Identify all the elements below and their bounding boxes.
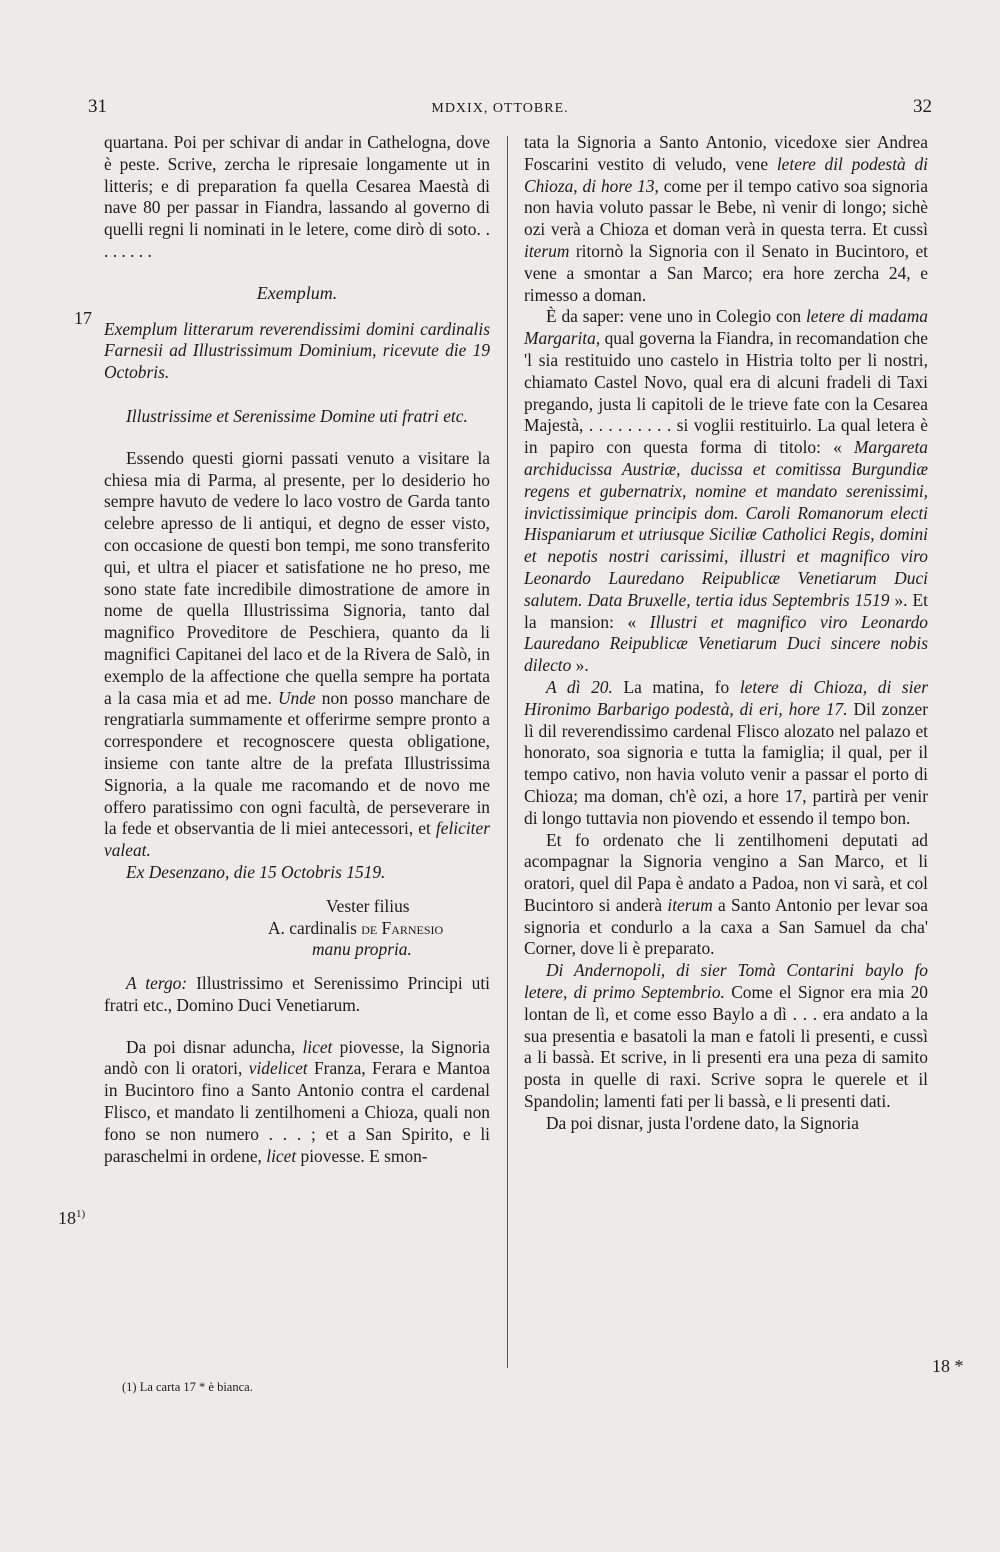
signature-line-3: manu propria. (312, 939, 412, 960)
column-divider (507, 136, 508, 1368)
r4-part-a: Et fo ordenato che li zentilhomeni deputati ad acompagnar la Signoria vengino a San Marco, et li oratori, quel dil Papa è andato a Padoa, non vi sarà, et col Bucintoro si anderà (524, 829, 928, 915)
r3-part-b: Dil zonzer lì dil reverendissimo cardenal Flisco alozato nel palazo et honorato, soa signoria e tutta la famiglia; il qual, per il tempo cativo, non havia voluto venir a passar el porto di Chioza; ma doman, ch'è ozi, a hore 17, partirà per venir di longo tuttavia non piovendo et essendo il tempo bon. (524, 698, 928, 828)
p18-part-b: piovesse, la Signoria andò con li oratori, (104, 1036, 490, 1079)
left-paragraph-18 (104, 1037, 490, 1168)
right-paragraph-2 (524, 306, 928, 677)
margin-note-18-number: 18 (58, 1208, 76, 1228)
exemplum-title: Exemplum. (256, 282, 338, 303)
r1-italic-2: iterum (524, 240, 570, 261)
right-paragraph-6: Da poi disnar, justa l'ordene dato, la Signoria (546, 1112, 859, 1133)
a-tergo-label: A tergo: (126, 973, 188, 994)
p18-licet-1: licet (302, 1036, 333, 1057)
letter-body-unde: Unde (277, 687, 316, 708)
right-column (524, 132, 928, 1135)
page-number-left: 31 (88, 96, 107, 117)
r3-italic-2: letere di Chioza, di sier Hironimo Barbarigo podestà, di eri, hore 17. (524, 676, 929, 719)
r2-part-a: È da saper: vene uno in Colegio con (546, 306, 806, 327)
p18-licet-2: licet (266, 1145, 297, 1166)
letter-heading (104, 319, 490, 384)
r4-part-b: a Santo Antonio per levar soa signoria et condurlo a la caxa a San Samuel da cha' Corner, dove li è preparato. (524, 894, 928, 959)
letter-body-feliciter: feliciter valeat. (104, 818, 490, 861)
letter-heading-date: die 19 Octobris. (104, 340, 491, 383)
r3-part-a: La matina, fo (612, 676, 740, 697)
right-paragraph-5 (524, 960, 928, 1113)
p18-part-c: Franza, Ferara e Mantoa in Bucintoro fino a Santo Antonio contra el cardenal Flisco, et mandato li zentilhomeni a Chioza, quali non fono se non numero . . . ; et a San Spirito, e li paraschelmi in ordene, (104, 1058, 491, 1166)
r2-part-b: qual governa la Fiandra, in recomandation che 'l sia restituido uno castelo in Histria tolto per li nostri, chiamato Castel Novo, qual era di alcuni fradeli di Taxi pregando, justa li capitoli de le trieve fate con la Cesarea Majestà, . . . . . . . . . si voglii restituirlo. La qual letera è in papiro con questa forma di titolo: « (524, 328, 928, 458)
signature-line-2 (104, 918, 490, 940)
margin-note-18-right: 18 * (932, 1356, 964, 1376)
margin-note-18-sup: 1) (76, 1208, 86, 1220)
r4-italic: iterum (667, 894, 713, 915)
letter-heading-roman: ricevute (376, 340, 446, 361)
margin-note-18-left (58, 1208, 85, 1229)
signature-name-smallcaps: de Farnesio (361, 917, 444, 938)
letter-body-part-1: Essendo questi giorni passati venuto a visitare la chiesa mia di Parma, al presente, per lo desiderio ho sempre havuto de vedere lo laco vostro de Garda tanto celebre apresso de li antiqui, et degno de esser visto, con occasione de questi bon tempi, me sono transferito qui, et ultra el piacer et satisfatione ne ho preso, me sono state fate incredibile dimostratione de amore in nome de quella Illustrissima Signoria, tanto dal magnifico Proveditore de Peschiera, quanto da li magnifici Capitanei del laco et de la Rivera de Salò, in exemplo de la affectione che quella sempre ha portata a la casa mia et ad me. (104, 447, 490, 708)
r2-part-c: ». Et la mansion: « (524, 589, 928, 632)
r1-italic-1: letere dil podestà di Chioza, di hore 13, (524, 153, 928, 196)
margin-note-17: 17 (74, 308, 92, 328)
letter-heading-italic: Exemplum litterarum reverendissimi domini cardinalis Farnesii ad Illustrissimum Dominium, (104, 318, 490, 361)
r5-italic: Di Andernopoli, di sier Tomà Contarini baylo fo letere, di primo Septembrio. (524, 960, 928, 1003)
right-paragraph-3 (524, 677, 928, 830)
page-number-right: 32 (913, 96, 932, 117)
p18-part-d: piovesse. E smon- (296, 1145, 428, 1166)
running-title: MDXIX, OTTOBRE. (431, 101, 569, 116)
signature-name: A. cardinalis (268, 917, 362, 938)
r2-part-d: ». (571, 655, 589, 676)
right-paragraph-1 (524, 132, 928, 306)
a-tergo-text: Illustrissimo et Serenissimo Principi uti fratri etc., Domino Duci Venetiarum. (104, 973, 491, 1015)
left-column (104, 132, 490, 1167)
r1-part-a: tata la Signoria a Santo Antonio, vicedoxe sier Andrea Foscarini vestito di veludo, vene (524, 132, 928, 174)
letter-body (104, 448, 490, 862)
r1-part-b: come per il tempo cativo soa signoria non havia voluto passar le Bebe, nì venir di longo; sichè ozi verà a Chioza et doman verà in questa terra. Et cussì (524, 175, 928, 240)
letter-date: Ex Desenzano, die 15 Octobris 1519. (126, 861, 386, 882)
r3-italic-1: A dì 20. (546, 676, 613, 697)
p18-part-a: Da poi disnar aduncha, (126, 1036, 303, 1057)
letter-body-part-2: non posso manchare de rengratiarla summamente et offerirme sempre pronto a correspondere et recognoscere questa obligatione, insieme con tante altre de la prefata Illustrissima Signoria, a la quale me racomando et de novo me offero paratissimo con ogni facultà, de perseverare in la fede et observantia de li miei antecessori, et (104, 687, 490, 839)
left-paragraph-1: quartana. Poi per schivar di andar in Cathelogna, dove è peste. Scrive, zercha le ripresaie longamente ut in litteris; e di preparation fa quella Cesarea Maestà di nave 80 per passar in Fiandra, lassando al governo di quelli regni li nominati in le letere, come dirò di soto. . . . . . . . (104, 132, 490, 261)
right-paragraph-4 (524, 830, 928, 961)
a-tergo-paragraph (104, 973, 490, 1017)
r2-italic-1: letere di madama Margarita, (524, 306, 928, 349)
r2-italic-2: Margareta archiducissa Austriæ, ducissa et comitissa Burgundiæ regens et gubernatrix, nomine et mandato serenissimi, invictissimique principis dom. Caroli Romanorum electi Hispaniarum et utriusque Siciliæ Catholici Regis, domini et nepotis nostri carissimi, illustri et magnifico viro Leonardo Lauredano Reipublicæ Venetiarum Duci salutem. Data Bruxelle, tertia idus Septembris 1519 (524, 437, 928, 610)
signature-line-1: Vester filius (326, 895, 410, 916)
r1-part-c: ritornò la Signoria con il Senato in Bucintoro, et vene a smontar a San Marco; era hore zercha 24, e rimesso a doman. (524, 240, 928, 305)
r2-italic-3: Illustri et magnifico viro Leonardo Lauredano Reipublicæ Venetiarum Duci sincere nobis dilecto (524, 611, 928, 676)
r5-part-a: Come el Signor era mia 20 lontan de lì, et come esso Baylo a dì . . . era andato a la sua presentia e basatoli la man e fatoli li presenti, e cussì a li bassà. Et scrive, in li presenti era una peza di samito posta in quelle di raxi. Scrive sopra le querele et il Spandolin; lamenti fati per li bassà, e li presenti dati. (524, 982, 928, 1112)
p18-videlicet: videlicet (248, 1058, 308, 1079)
letter-salutation: Illustrissime et Serenissime Domine uti fratri etc. (126, 405, 468, 426)
footnote: (1) La carta 17 * è bianca. (122, 1380, 253, 1394)
